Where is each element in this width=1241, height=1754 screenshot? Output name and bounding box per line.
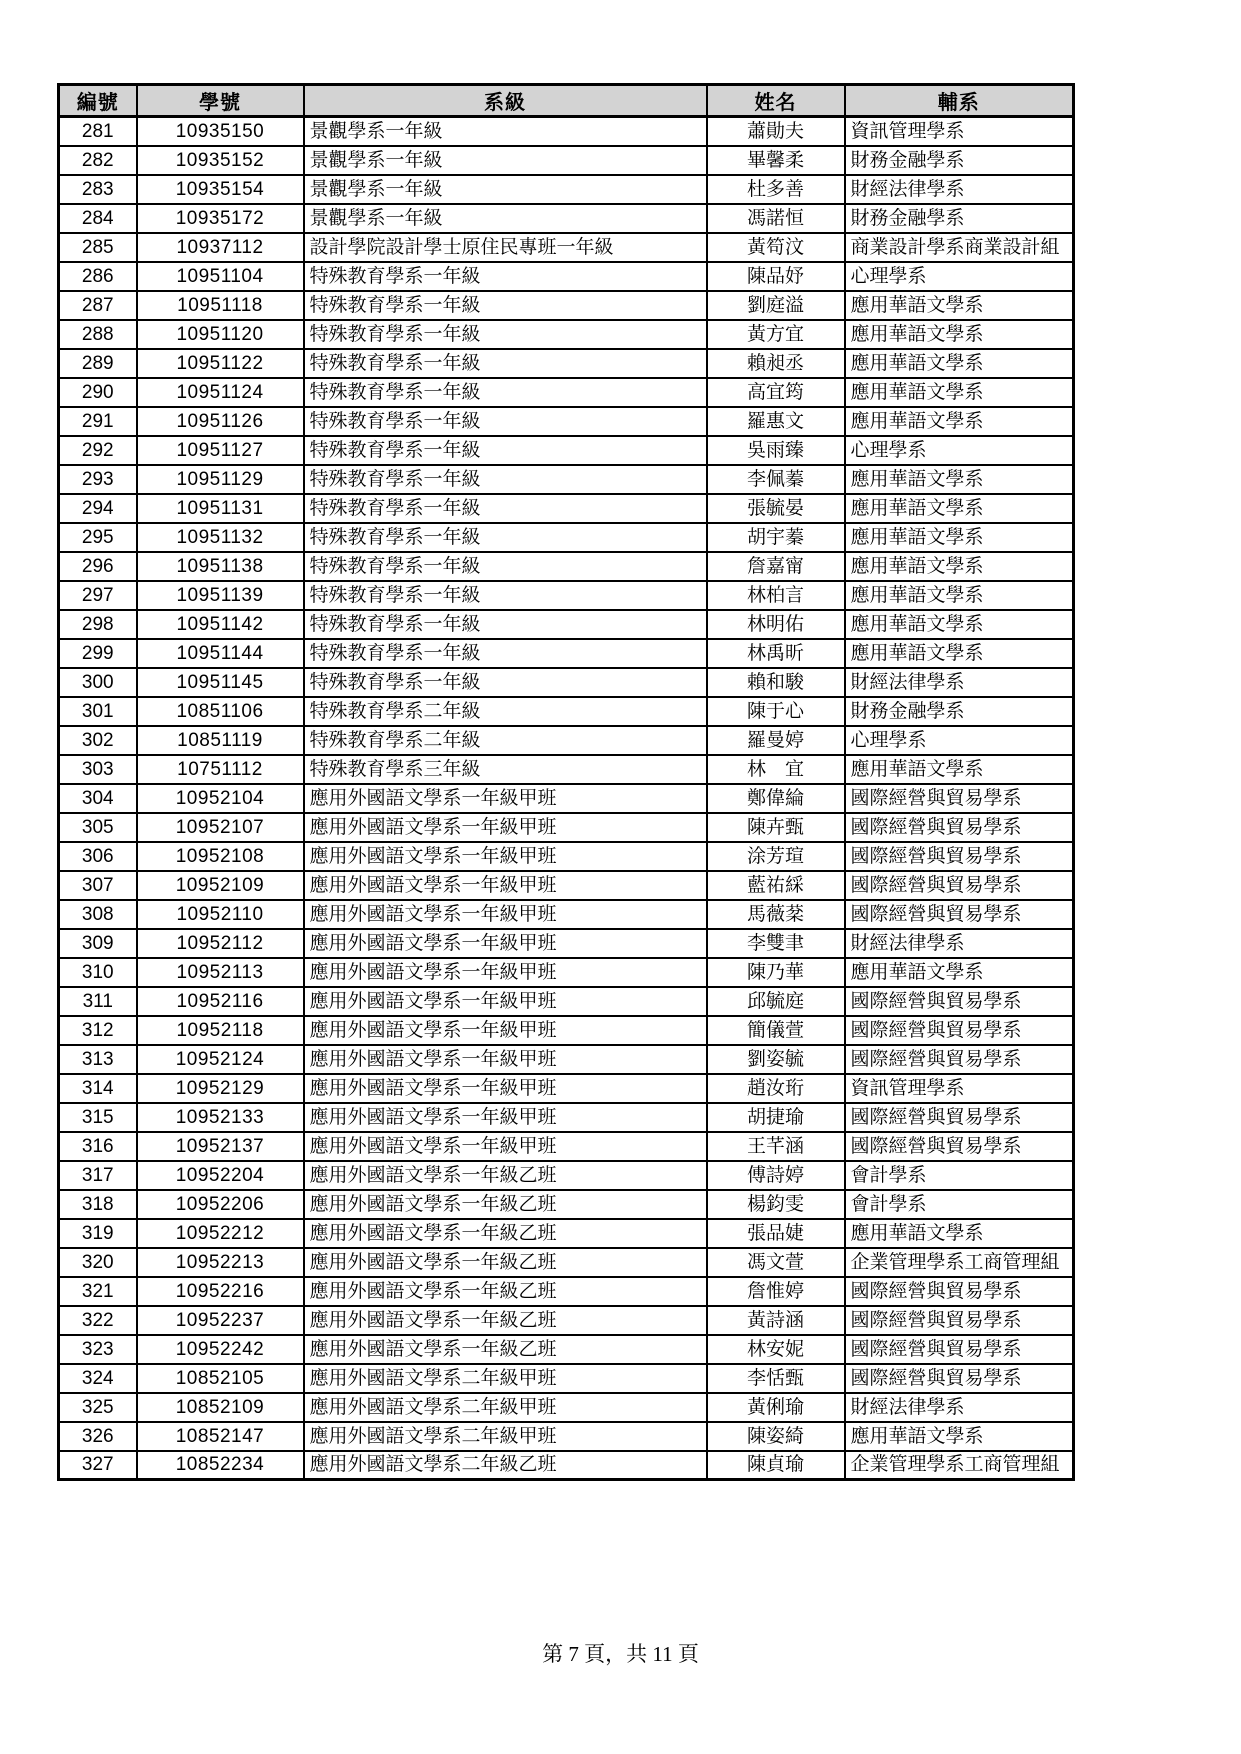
table-row: [59, 1016, 1074, 1045]
department-cell: 特殊教育學系一年級: [304, 610, 707, 639]
table-row: [59, 668, 1074, 697]
table-row: [59, 349, 1074, 378]
minor-dept-cell: 應用華語文學系: [845, 378, 1074, 407]
table-row: [59, 204, 1074, 233]
department-cell: 應用外國語文學系一年級甲班: [304, 987, 707, 1016]
department-cell: 應用外國語文學系二年級甲班: [304, 1422, 707, 1451]
minor-dept-cell: 應用華語文學系: [845, 958, 1074, 987]
table-row: [59, 436, 1074, 465]
row-number-cell: 326: [59, 1422, 137, 1451]
row-number-cell: 290: [59, 378, 137, 407]
student-roster-table: [57, 83, 1075, 1481]
student-name-cell: 高宜筠: [707, 378, 845, 407]
table-row: [59, 494, 1074, 523]
student-name-cell: 陳姿綺: [707, 1422, 845, 1451]
student-name-cell: 林明佑: [707, 610, 845, 639]
table-row: [59, 1248, 1074, 1277]
student-id-cell: 10952216: [137, 1277, 304, 1306]
student-name-cell: 陳貞瑜: [707, 1451, 845, 1480]
department-cell: 景觀學系一年級: [304, 175, 707, 204]
row-number-cell: 319: [59, 1219, 137, 1248]
student-id-cell: 10952109: [137, 871, 304, 900]
student-id-cell: 10852147: [137, 1422, 304, 1451]
column-header-minor: 輔系: [845, 85, 1074, 117]
row-number-cell: 292: [59, 436, 137, 465]
minor-dept-cell: 國際經營與貿易學系: [845, 1016, 1074, 1045]
table-row: [59, 117, 1074, 146]
student-id-cell: 10952104: [137, 784, 304, 813]
row-number-cell: 288: [59, 320, 137, 349]
department-cell: 應用外國語文學系一年級甲班: [304, 929, 707, 958]
student-name-cell: 楊鈞雯: [707, 1190, 845, 1219]
column-header-number: 編號: [59, 85, 137, 117]
student-name-cell: 胡捷瑜: [707, 1103, 845, 1132]
row-number-cell: 303: [59, 755, 137, 784]
row-number-cell: 295: [59, 523, 137, 552]
department-cell: 應用外國語文學系一年級甲班: [304, 813, 707, 842]
table-row: [59, 697, 1074, 726]
table-row: [59, 1161, 1074, 1190]
student-id-cell: 10751112: [137, 755, 304, 784]
row-number-cell: 325: [59, 1393, 137, 1422]
minor-dept-cell: 應用華語文學系: [845, 755, 1074, 784]
student-id-cell: 10952112: [137, 929, 304, 958]
row-number-cell: 282: [59, 146, 137, 175]
table-row: [59, 900, 1074, 929]
table-row: [59, 1190, 1074, 1219]
row-number-cell: 293: [59, 465, 137, 494]
student-name-cell: 詹嘉甯: [707, 552, 845, 581]
department-cell: 應用外國語文學系一年級甲班: [304, 871, 707, 900]
row-number-cell: 312: [59, 1016, 137, 1045]
student-name-cell: 詹惟婷: [707, 1277, 845, 1306]
student-name-cell: 涂芳瑄: [707, 842, 845, 871]
row-number-cell: 308: [59, 900, 137, 929]
student-id-cell: 10951145: [137, 668, 304, 697]
table-row: [59, 291, 1074, 320]
student-id-cell: 10937112: [137, 233, 304, 262]
student-id-cell: 10951132: [137, 523, 304, 552]
minor-dept-cell: 應用華語文學系: [845, 639, 1074, 668]
table-row: [59, 1277, 1074, 1306]
department-cell: 特殊教育學系一年級: [304, 494, 707, 523]
row-number-cell: 294: [59, 494, 137, 523]
minor-dept-cell: 應用華語文學系: [845, 581, 1074, 610]
student-name-cell: 馮諾恒: [707, 204, 845, 233]
minor-dept-cell: 國際經營與貿易學系: [845, 900, 1074, 929]
minor-dept-cell: 會計學系: [845, 1190, 1074, 1219]
department-cell: 設計學院設計學士原住民專班一年級: [304, 233, 707, 262]
table-row: [59, 755, 1074, 784]
minor-dept-cell: 財經法律學系: [845, 929, 1074, 958]
row-number-cell: 306: [59, 842, 137, 871]
table-row: [59, 1364, 1074, 1393]
minor-dept-cell: 國際經營與貿易學系: [845, 871, 1074, 900]
student-id-cell: 10952110: [137, 900, 304, 929]
row-number-cell: 298: [59, 610, 137, 639]
table-row: [59, 1219, 1074, 1248]
minor-dept-cell: 應用華語文學系: [845, 494, 1074, 523]
table-row: [59, 1306, 1074, 1335]
row-number-cell: 287: [59, 291, 137, 320]
student-name-cell: 胡宇蓁: [707, 523, 845, 552]
student-id-cell: 10952237: [137, 1306, 304, 1335]
table-row: [59, 1422, 1074, 1451]
row-number-cell: 320: [59, 1248, 137, 1277]
minor-dept-cell: 國際經營與貿易學系: [845, 842, 1074, 871]
student-id-cell: 10951126: [137, 407, 304, 436]
student-name-cell: 劉姿毓: [707, 1045, 845, 1074]
student-name-cell: 李佩蓁: [707, 465, 845, 494]
minor-dept-cell: 應用華語文學系: [845, 407, 1074, 436]
student-name-cell: 陳卉甄: [707, 813, 845, 842]
department-cell: 特殊教育學系一年級: [304, 465, 707, 494]
row-number-cell: 315: [59, 1103, 137, 1132]
row-number-cell: 324: [59, 1364, 137, 1393]
minor-dept-cell: 財務金融學系: [845, 697, 1074, 726]
minor-dept-cell: 應用華語文學系: [845, 1422, 1074, 1451]
student-name-cell: 陳于心: [707, 697, 845, 726]
minor-dept-cell: 資訊管理學系: [845, 117, 1074, 146]
student-id-cell: 10952129: [137, 1074, 304, 1103]
student-name-cell: 林安妮: [707, 1335, 845, 1364]
student-id-cell: 10952116: [137, 987, 304, 1016]
student-name-cell: 王芊涵: [707, 1132, 845, 1161]
row-number-cell: 300: [59, 668, 137, 697]
department-cell: 應用外國語文學系一年級甲班: [304, 1016, 707, 1045]
student-id-cell: 10935150: [137, 117, 304, 146]
row-number-cell: 323: [59, 1335, 137, 1364]
table-row: [59, 1393, 1074, 1422]
table-row: [59, 523, 1074, 552]
row-number-cell: 302: [59, 726, 137, 755]
table-row: [59, 320, 1074, 349]
student-name-cell: 賴和駿: [707, 668, 845, 697]
student-name-cell: 傅詩婷: [707, 1161, 845, 1190]
row-number-cell: 309: [59, 929, 137, 958]
minor-dept-cell: 資訊管理學系: [845, 1074, 1074, 1103]
department-cell: 特殊教育學系一年級: [304, 436, 707, 465]
student-id-cell: 10951129: [137, 465, 304, 494]
student-id-cell: 10952124: [137, 1045, 304, 1074]
student-name-cell: 簡儀萱: [707, 1016, 845, 1045]
row-number-cell: 313: [59, 1045, 137, 1074]
student-id-cell: 10851106: [137, 697, 304, 726]
table-row: [59, 407, 1074, 436]
table-row: [59, 552, 1074, 581]
student-id-cell: 10952212: [137, 1219, 304, 1248]
student-id-cell: 10852234: [137, 1451, 304, 1480]
table-row: [59, 378, 1074, 407]
table-row: [59, 1132, 1074, 1161]
table-row: [59, 1451, 1074, 1480]
row-number-cell: 283: [59, 175, 137, 204]
student-id-cell: 10952118: [137, 1016, 304, 1045]
student-name-cell: 李恬甄: [707, 1364, 845, 1393]
row-number-cell: 284: [59, 204, 137, 233]
minor-dept-cell: 國際經營與貿易學系: [845, 784, 1074, 813]
table-row: [59, 958, 1074, 987]
department-cell: 應用外國語文學系一年級甲班: [304, 900, 707, 929]
page-number-footer: 第 7 頁，共 11 頁: [542, 1642, 699, 1666]
department-cell: 特殊教育學系一年級: [304, 407, 707, 436]
department-cell: 應用外國語文學系一年級乙班: [304, 1161, 707, 1190]
student-id-cell: 10951124: [137, 378, 304, 407]
department-cell: 特殊教育學系一年級: [304, 378, 707, 407]
student-name-cell: 陳品妤: [707, 262, 845, 291]
department-cell: 特殊教育學系一年級: [304, 349, 707, 378]
student-id-cell: 10935154: [137, 175, 304, 204]
table-row: [59, 784, 1074, 813]
student-id-cell: 10852109: [137, 1393, 304, 1422]
table-row: [59, 1045, 1074, 1074]
row-number-cell: 318: [59, 1190, 137, 1219]
row-number-cell: 316: [59, 1132, 137, 1161]
student-name-cell: 黃方宜: [707, 320, 845, 349]
department-cell: 特殊教育學系一年級: [304, 262, 707, 291]
student-name-cell: 黃詩涵: [707, 1306, 845, 1335]
student-id-cell: 10952206: [137, 1190, 304, 1219]
row-number-cell: 304: [59, 784, 137, 813]
student-name-cell: 黃俐瑜: [707, 1393, 845, 1422]
minor-dept-cell: 國際經營與貿易學系: [845, 1277, 1074, 1306]
student-id-cell: 10935152: [137, 146, 304, 175]
student-id-cell: 10952133: [137, 1103, 304, 1132]
row-number-cell: 291: [59, 407, 137, 436]
minor-dept-cell: 應用華語文學系: [845, 465, 1074, 494]
student-id-cell: 10951142: [137, 610, 304, 639]
department-cell: 特殊教育學系一年級: [304, 668, 707, 697]
student-id-cell: 10935172: [137, 204, 304, 233]
table-row: [59, 146, 1074, 175]
table-row: [59, 233, 1074, 262]
student-name-cell: 賴昶丞: [707, 349, 845, 378]
student-id-cell: 10952137: [137, 1132, 304, 1161]
department-cell: 特殊教育學系一年級: [304, 581, 707, 610]
table-row: [59, 639, 1074, 668]
row-number-cell: 297: [59, 581, 137, 610]
table-row: [59, 842, 1074, 871]
table-row: [59, 465, 1074, 494]
row-number-cell: 286: [59, 262, 137, 291]
student-name-cell: 趙汝珩: [707, 1074, 845, 1103]
student-id-cell: 10951118: [137, 291, 304, 320]
department-cell: 應用外國語文學系一年級乙班: [304, 1277, 707, 1306]
table-row: [59, 1335, 1074, 1364]
department-cell: 應用外國語文學系一年級甲班: [304, 1045, 707, 1074]
department-cell: 特殊教育學系一年級: [304, 523, 707, 552]
row-number-cell: 310: [59, 958, 137, 987]
student-name-cell: 馮文萱: [707, 1248, 845, 1277]
department-cell: 特殊教育學系三年級: [304, 755, 707, 784]
student-id-cell: 10952108: [137, 842, 304, 871]
department-cell: 特殊教育學系一年級: [304, 552, 707, 581]
row-number-cell: 299: [59, 639, 137, 668]
minor-dept-cell: 國際經營與貿易學系: [845, 1103, 1074, 1132]
minor-dept-cell: 企業管理學系工商管理組: [845, 1451, 1074, 1480]
minor-dept-cell: 心理學系: [845, 262, 1074, 291]
student-name-cell: 羅曼婷: [707, 726, 845, 755]
table-row: [59, 1074, 1074, 1103]
table-row: [59, 929, 1074, 958]
column-header-student-id: 學號: [137, 85, 304, 117]
student-name-cell: 吳雨臻: [707, 436, 845, 465]
row-number-cell: 327: [59, 1451, 137, 1480]
minor-dept-cell: 財務金融學系: [845, 146, 1074, 175]
student-name-cell: 羅惠文: [707, 407, 845, 436]
student-name-cell: 林 宜: [707, 755, 845, 784]
row-number-cell: 305: [59, 813, 137, 842]
student-id-cell: 10951139: [137, 581, 304, 610]
row-number-cell: 314: [59, 1074, 137, 1103]
table-row: [59, 987, 1074, 1016]
student-id-cell: 10952113: [137, 958, 304, 987]
student-name-cell: 藍祐綵: [707, 871, 845, 900]
student-id-cell: 10852105: [137, 1364, 304, 1393]
department-cell: 特殊教育學系二年級: [304, 697, 707, 726]
department-cell: 應用外國語文學系二年級乙班: [304, 1451, 707, 1480]
department-cell: 特殊教育學系一年級: [304, 639, 707, 668]
department-cell: 特殊教育學系一年級: [304, 291, 707, 320]
student-name-cell: 蕭勛夫: [707, 117, 845, 146]
student-name-cell: 邱毓庭: [707, 987, 845, 1016]
department-cell: 特殊教育學系一年級: [304, 320, 707, 349]
student-name-cell: 鄭偉綸: [707, 784, 845, 813]
student-table-body: [59, 117, 1074, 1480]
table-row: [59, 175, 1074, 204]
student-name-cell: 馬薇棻: [707, 900, 845, 929]
department-cell: 應用外國語文學系一年級乙班: [304, 1219, 707, 1248]
department-cell: 景觀學系一年級: [304, 204, 707, 233]
row-number-cell: 322: [59, 1306, 137, 1335]
table-row: [59, 813, 1074, 842]
row-number-cell: 281: [59, 117, 137, 146]
department-cell: 應用外國語文學系一年級乙班: [304, 1190, 707, 1219]
student-name-cell: 張品婕: [707, 1219, 845, 1248]
row-number-cell: 296: [59, 552, 137, 581]
minor-dept-cell: 應用華語文學系: [845, 1219, 1074, 1248]
table-header-row: [59, 85, 1074, 117]
minor-dept-cell: 財經法律學系: [845, 668, 1074, 697]
department-cell: 應用外國語文學系二年級甲班: [304, 1393, 707, 1422]
column-header-name: 姓名: [707, 85, 845, 117]
department-cell: 應用外國語文學系一年級甲班: [304, 1103, 707, 1132]
minor-dept-cell: 心理學系: [845, 436, 1074, 465]
department-cell: 應用外國語文學系二年級甲班: [304, 1364, 707, 1393]
department-cell: 景觀學系一年級: [304, 146, 707, 175]
student-id-cell: 10951131: [137, 494, 304, 523]
row-number-cell: 321: [59, 1277, 137, 1306]
department-cell: 應用外國語文學系一年級乙班: [304, 1306, 707, 1335]
minor-dept-cell: 國際經營與貿易學系: [845, 1306, 1074, 1335]
table-row: [59, 871, 1074, 900]
department-cell: 應用外國語文學系一年級乙班: [304, 1335, 707, 1364]
student-id-cell: 10951138: [137, 552, 304, 581]
table-row: [59, 726, 1074, 755]
student-name-cell: 林柏言: [707, 581, 845, 610]
table-row: [59, 610, 1074, 639]
row-number-cell: 311: [59, 987, 137, 1016]
minor-dept-cell: 國際經營與貿易學系: [845, 1364, 1074, 1393]
minor-dept-cell: 應用華語文學系: [845, 610, 1074, 639]
table-row: [59, 581, 1074, 610]
minor-dept-cell: 國際經營與貿易學系: [845, 813, 1074, 842]
department-cell: 應用外國語文學系一年級甲班: [304, 958, 707, 987]
student-id-cell: 10951127: [137, 436, 304, 465]
department-cell: 景觀學系一年級: [304, 117, 707, 146]
student-name-cell: 畢馨柔: [707, 146, 845, 175]
minor-dept-cell: 商業設計學系商業設計組: [845, 233, 1074, 262]
minor-dept-cell: 應用華語文學系: [845, 523, 1074, 552]
student-name-cell: 陳乃華: [707, 958, 845, 987]
minor-dept-cell: 國際經營與貿易學系: [845, 1045, 1074, 1074]
minor-dept-cell: 國際經營與貿易學系: [845, 987, 1074, 1016]
student-name-cell: 黃笱汶: [707, 233, 845, 262]
student-id-cell: 10951144: [137, 639, 304, 668]
department-cell: 應用外國語文學系一年級甲班: [304, 842, 707, 871]
minor-dept-cell: 會計學系: [845, 1161, 1074, 1190]
minor-dept-cell: 心理學系: [845, 726, 1074, 755]
minor-dept-cell: 應用華語文學系: [845, 320, 1074, 349]
minor-dept-cell: 應用華語文學系: [845, 552, 1074, 581]
row-number-cell: 289: [59, 349, 137, 378]
student-id-cell: 10952204: [137, 1161, 304, 1190]
student-id-cell: 10951120: [137, 320, 304, 349]
row-number-cell: 307: [59, 871, 137, 900]
table-row: [59, 262, 1074, 291]
student-name-cell: 劉庭溢: [707, 291, 845, 320]
student-name-cell: 林禹昕: [707, 639, 845, 668]
student-name-cell: 張毓晏: [707, 494, 845, 523]
department-cell: 特殊教育學系二年級: [304, 726, 707, 755]
student-id-cell: 10851119: [137, 726, 304, 755]
minor-dept-cell: 國際經營與貿易學系: [845, 1132, 1074, 1161]
minor-dept-cell: 國際經營與貿易學系: [845, 1335, 1074, 1364]
student-id-cell: 10952213: [137, 1248, 304, 1277]
department-cell: 應用外國語文學系一年級甲班: [304, 1132, 707, 1161]
row-number-cell: 301: [59, 697, 137, 726]
student-name-cell: 杜多善: [707, 175, 845, 204]
department-cell: 應用外國語文學系一年級甲班: [304, 784, 707, 813]
department-cell: 應用外國語文學系一年級乙班: [304, 1248, 707, 1277]
student-name-cell: 李雙聿: [707, 929, 845, 958]
minor-dept-cell: 財務金融學系: [845, 204, 1074, 233]
minor-dept-cell: 企業管理學系工商管理組: [845, 1248, 1074, 1277]
row-number-cell: 317: [59, 1161, 137, 1190]
department-cell: 應用外國語文學系一年級甲班: [304, 1074, 707, 1103]
row-number-cell: 285: [59, 233, 137, 262]
minor-dept-cell: 應用華語文學系: [845, 291, 1074, 320]
minor-dept-cell: 財經法律學系: [845, 175, 1074, 204]
minor-dept-cell: 財經法律學系: [845, 1393, 1074, 1422]
student-id-cell: 10952107: [137, 813, 304, 842]
table-row: [59, 1103, 1074, 1132]
student-id-cell: 10951122: [137, 349, 304, 378]
minor-dept-cell: 應用華語文學系: [845, 349, 1074, 378]
column-header-department: 系級: [304, 85, 707, 117]
student-id-cell: 10952242: [137, 1335, 304, 1364]
student-id-cell: 10951104: [137, 262, 304, 291]
